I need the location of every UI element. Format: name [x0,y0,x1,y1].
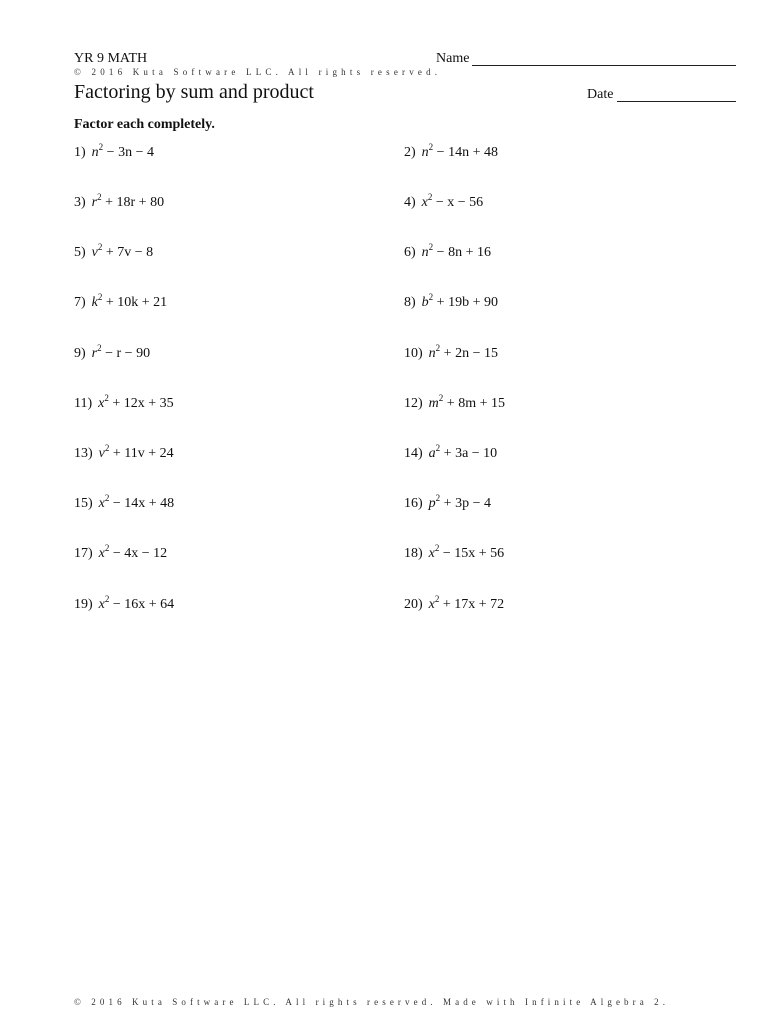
date-label: Date [587,87,614,102]
problem-item [404,142,498,161]
problem-expression: $r^2 - r - 90$ [91,343,151,361]
problem-expression: $v^2 + 11v + 24$ [98,443,174,461]
problem-number: 14) [404,446,423,461]
problem-expression: $r^2 + 18r + 80$ [91,192,165,210]
problem-item [404,493,491,512]
problem-number: 4) [404,195,416,210]
problem-item [404,343,498,362]
problem-item [74,142,154,161]
problem-number: 7) [74,295,86,310]
problem-expression: $m^2 + 8m + 15$ [428,393,505,411]
copyright-footer: © 2016 Kuta Software LLC. All rights reserved. Made with Infinite Algebra 2. [74,997,670,1007]
problem-expression: $x^2 - 4x - 12$ [98,543,168,561]
problem-expression: $p^2 + 3p - 4$ [428,493,491,511]
problem-expression: $x^2 - 14x + 48$ [98,493,175,511]
problem-item [404,594,505,613]
problem-number: 10) [404,346,423,361]
problem-expression: $x^2 - 15x + 56$ [428,543,505,561]
instructions: Factor each completely. [74,117,215,132]
name-blank-line [472,65,736,66]
problem-expression: $x^2 - 16x + 64$ [98,594,175,612]
problem-number: 12) [404,396,423,411]
problem-number: 20) [404,597,423,612]
problem-number: 16) [404,496,423,511]
problem-expression: $b^2 + 19b + 90$ [421,292,498,310]
problem-item [74,292,168,311]
problem-item [404,543,505,562]
problem-number: 17) [74,546,93,561]
problem-item [74,443,174,462]
problem-number: 9) [74,346,86,361]
problem-expression: $n^2 + 2n - 15$ [428,343,498,361]
problem-expression: $n^2 - 3n - 4$ [91,142,154,160]
problem-number: 8) [404,295,416,310]
problem-number: 11) [74,396,93,411]
problem-number: 2) [404,145,416,160]
copyright-notice-top: © 2016 Kuta Software LLC. All rights reserved. [74,67,442,77]
problem-number: 15) [74,496,93,511]
problem-expression: $k^2 + 10k + 21$ [91,292,168,310]
problem-item [74,343,151,362]
problem-item [74,493,175,512]
problem-item [74,393,174,412]
problem-expression: $n^2 - 14n + 48$ [421,142,498,160]
problem-item [74,192,165,211]
worksheet-title: Factoring by sum and product [74,81,314,103]
problem-item [404,242,491,261]
problem-number: 19) [74,597,93,612]
name-label: Name [436,51,470,66]
problem-expression: $a^2 + 3a - 10$ [428,443,498,461]
problem-expression: $x^2 - x - 56$ [421,192,484,210]
problem-item [404,443,498,462]
problem-number: 18) [404,546,423,561]
problem-expression: $v^2 + 7v - 8$ [91,242,154,260]
problem-item [74,242,154,261]
problem-expression: $n^2 - 8n + 16$ [421,242,491,260]
problem-item [74,594,175,613]
problem-item [74,543,168,562]
course-label: YR 9 MATH [74,51,148,66]
problem-expression: $x^2 + 17x + 72$ [428,594,505,612]
problem-number: 6) [404,245,416,260]
problem-number: 1) [74,145,86,160]
problem-number: 3) [74,195,86,210]
date-blank-line [617,101,736,102]
problem-item [404,192,484,211]
problem-number: 5) [74,245,86,260]
problem-item [404,393,505,412]
problem-expression: $x^2 + 12x + 35$ [98,393,174,411]
problem-item [404,292,498,311]
problem-number: 13) [74,446,93,461]
